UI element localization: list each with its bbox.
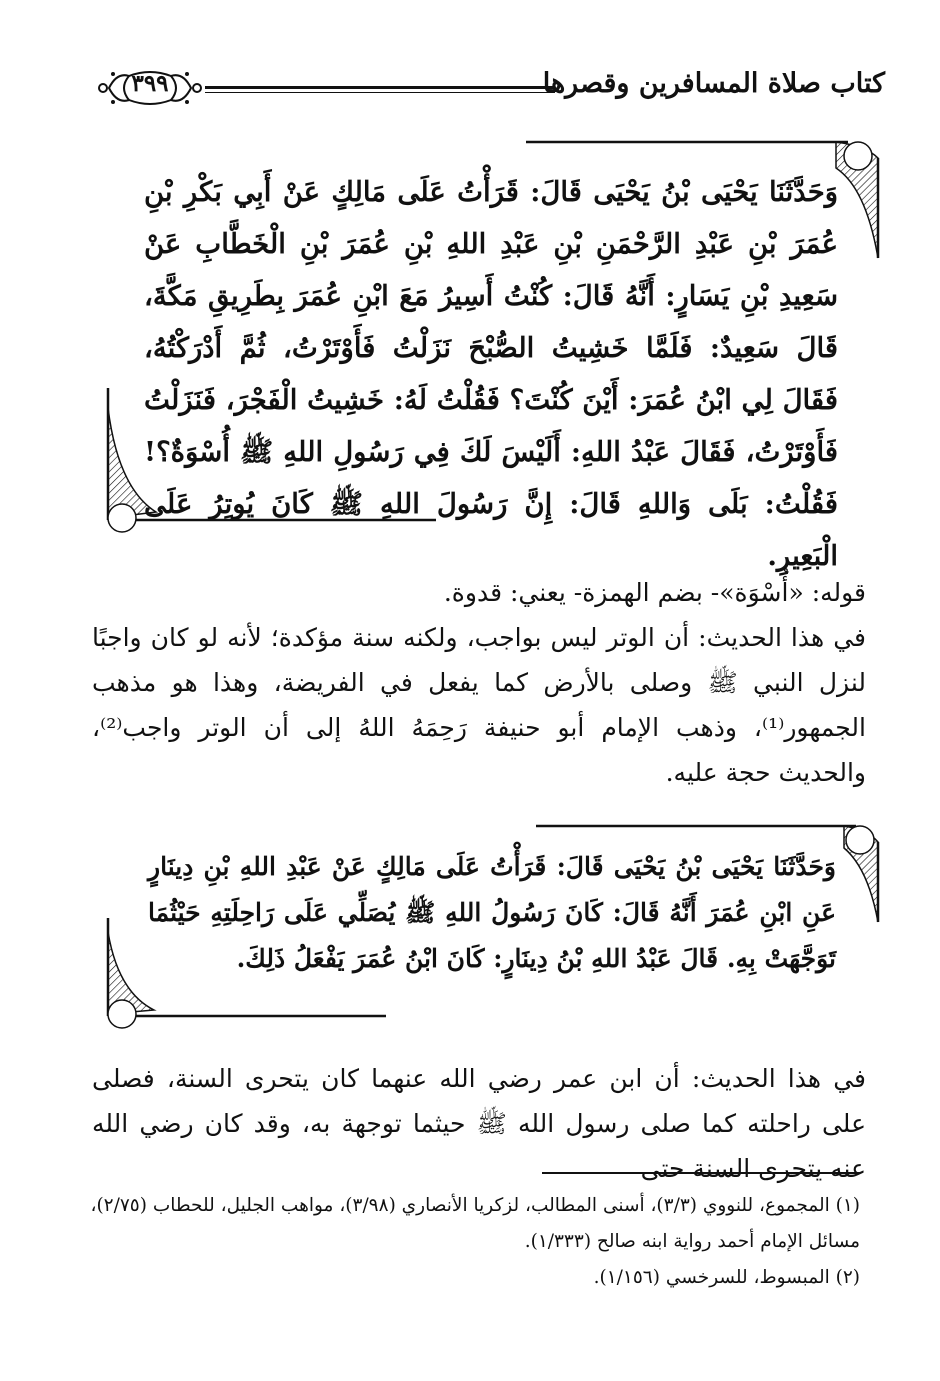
hadith-frame-2: [96, 822, 886, 1032]
running-header: [95, 58, 885, 118]
paragraph: قوله: «أُسْوَة»- بضم الهمزة- يعني: قدوة.: [443, 578, 866, 607]
hadith-text-1: وَحَدَّثَنَا يَحْيَى بْنُ يَحْيَى قَالَ: قَرَأْتُ عَلَى مَالِكٍ عَنْ أَبِي بَكْرِ بْنِ عُمَرَ بْنِ عَبْدِ الرَّحْمَنِ بْنِ عَبْدِ اللهِ بْنِ عُمَرَ بْنِ الْخَطَّابِ عَنْ سَعِيدِ بْنِ يَسَارٍ: أَنَّهُ قَالَ: كُنْتُ أَسِيرُ مَعَ ابْنِ عُمَرَ بِطَرِيقِ مَكَّةَ، قَالَ سَعِيدٌ: فَلَمَّا خَشِيتُ الصُّبْحَ نَزَلْتُ فَأَوْتَرْتُ، ثُمَّ أَدْرَكْتُهُ، فَقَالَ لِي ابْنُ عُمَرَ: أَيْنَ كُنْتَ؟ فَقُلْتُ لَهُ: خَشِيتُ الْفَجْرَ، فَنَزَلْتُ فَأَوْتَرْتُ، فَقَالَ عَبْدُ اللهِ: أَلَيْسَ لَكَ فِي رَسُولِ اللهِ ﷺ أُسْوَةٌ؟! فَقُلْتُ: بَلَى وَاللهِ قَالَ: إِنَّ رَسُولَ اللهِ ﷺ كَانَ يُوتِرُ عَلَى الْبَعِيرِ.: [144, 176, 838, 572]
hadith-text-2: وَحَدَّثَنَا يَحْيَى بْنُ يَحْيَى قَالَ: قَرَأْتُ عَلَى مَالِكٍ عَنْ عَبْدِ اللهِ بْنِ دِينَارٍ عَنِ ابْنِ عُمَرَ أَنَّهُ قَالَ: كَانَ رَسُولُ اللهِ ﷺ يُصَلِّي عَلَى رَاحِلَتِهِ حَيْثُمَا تَوَجَّهَتْ بِهِ. قَالَ عَبْدُ اللهِ بْنُ دِينَارٍ: كَانَ ابْنُ عُمَرَ يَفْعَلُ ذَلِكَ.: [148, 852, 836, 973]
commentary-2: [92, 1056, 866, 1191]
paragraph: في هذا الحديث: أن الوتر ليس بواجب، ولكنه سنة مؤكدة؛ لأنه لو كان واجبًا لنزل النبي ﷺ وصلى بالأرض كما يفعل في الفريضة، وهذا هو مذهب الجمهور⁽¹⁾، وذهب الإمام أبو حنيفة رَحِمَهُ اللهُ إلى أن الوتر واجب⁽²⁾، والحديث حجة عليه.: [92, 623, 866, 787]
page-number: ٣٩٩: [131, 70, 169, 97]
footnote-separator: [542, 1172, 860, 1174]
footnotes: [85, 1188, 860, 1296]
footnote-2: (٢) المبسوط، للسرخسي (١/١٥٦).: [593, 1267, 860, 1288]
paragraph: في هذا الحديث: أن ابن عمر رضي الله عنهما كان يتحرى السنة، فصلى على راحلته كما صلى رسول الله ﷺ حيثما توجهة به، وقد كان رضي الله عنه يتحرى السنة حتى: [92, 1064, 866, 1183]
footnote-1: (١) المجموع، للنووي (٣/٣)، أسنى المطالب، لزكريا الأنصاري (٣/٩٨)، مواهب الجليل، للحطاب (٢/٧٥)، مسائل الإمام أحمد رواية ابنه صالح (١/٣٣٣).: [90, 1195, 860, 1252]
hadith-frame-1: [96, 138, 886, 572]
commentary-1: [92, 570, 866, 795]
header-rule: [205, 86, 555, 94]
page-number-badge: [95, 58, 205, 118]
chapter-title: كتاب صلاة المسافرين وقصرها: [542, 68, 885, 99]
